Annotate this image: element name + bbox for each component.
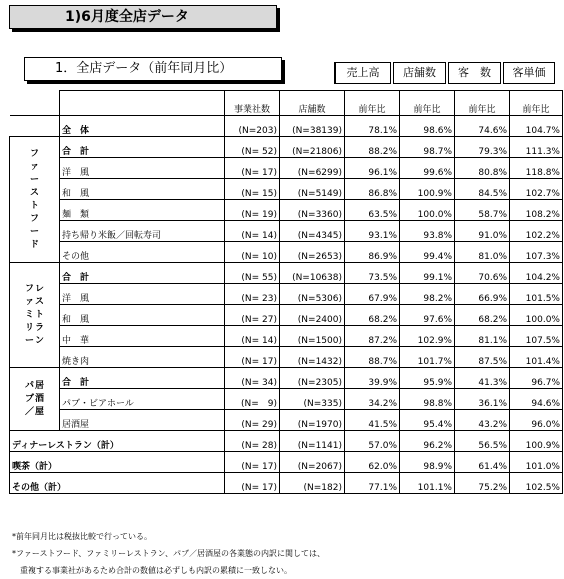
- row-label: 洋 風: [60, 158, 225, 179]
- cell-sales: 62.0%: [345, 452, 400, 473]
- cell-sales: 88.2%: [345, 137, 400, 158]
- row-label: パブ・ビアホール: [60, 389, 225, 410]
- cell-sales: 93.1%: [345, 221, 400, 242]
- table-row: [10, 368, 563, 389]
- cell-unit-price: 100.0%: [510, 305, 563, 326]
- cell-store-count: 95.4%: [400, 410, 455, 431]
- note-3: 重複する事業社があるため合計の数値は必ずしも内訳の累積に一致しない。: [20, 566, 292, 575]
- cell-unit-price: 102.7%: [510, 179, 563, 200]
- row-label: その他: [60, 242, 225, 263]
- cell-store-count: 100.0%: [400, 200, 455, 221]
- cell-customers: 75.2%: [455, 473, 510, 494]
- row-label: 麺 類: [60, 200, 225, 221]
- cell-unit-price: 101.0%: [510, 452, 563, 473]
- table-row: [10, 347, 563, 368]
- cell-companies: (N= 9): [225, 389, 280, 410]
- col-yoy-sales: 前年比: [345, 91, 400, 116]
- cell-sales: 96.1%: [345, 158, 400, 179]
- metric-unit-price: 客単価: [503, 62, 555, 84]
- cell-sales: 73.5%: [345, 263, 400, 284]
- cell-unit-price: 102.5%: [510, 473, 563, 494]
- cell-store-count: 98.6%: [400, 116, 455, 137]
- cell-store-count: 95.9%: [400, 368, 455, 389]
- metric-sales: 売上高: [334, 62, 391, 84]
- cell-sales: 67.9%: [345, 284, 400, 305]
- cell-sales: 39.9%: [345, 368, 400, 389]
- row-label: 合 計: [60, 368, 225, 389]
- table-row: [10, 179, 563, 200]
- cell-customers: 79.3%: [455, 137, 510, 158]
- group-label: レストラン: [34, 283, 44, 346]
- row-label: 中 華: [60, 326, 225, 347]
- cell-companies: (N= 14): [225, 221, 280, 242]
- cell-companies: (N= 27): [225, 305, 280, 326]
- cell-customers: 81.0%: [455, 242, 510, 263]
- row-label: 和 風: [60, 305, 225, 326]
- cell-unit-price: 118.8%: [510, 158, 563, 179]
- row-label: 喫茶（計）: [10, 452, 225, 473]
- cell-store-count: 100.9%: [400, 179, 455, 200]
- cell-unit-price: 104.7%: [510, 116, 563, 137]
- cell-stores: (N=6299): [280, 158, 345, 179]
- cell-customers: 36.1%: [455, 389, 510, 410]
- cell-companies: (N= 52): [225, 137, 280, 158]
- table-row: [10, 431, 563, 452]
- metric-customers: 客 数: [448, 62, 501, 84]
- cell-stores: (N=2067): [280, 452, 345, 473]
- col-yoy-unit-price: 前年比: [510, 91, 563, 116]
- cell-customers: 61.4%: [455, 452, 510, 473]
- cell-stores: (N=1432): [280, 347, 345, 368]
- col-stores: 店舗数: [280, 91, 345, 116]
- cell-stores: (N=2400): [280, 305, 345, 326]
- cell-unit-price: 100.9%: [510, 431, 563, 452]
- cell-sales: 68.2%: [345, 305, 400, 326]
- table-row: [10, 326, 563, 347]
- cell-companies: (N= 19): [225, 200, 280, 221]
- cell-store-count: 98.2%: [400, 284, 455, 305]
- cell-sales: 63.5%: [345, 200, 400, 221]
- cell-store-count: 99.6%: [400, 158, 455, 179]
- header-row: [10, 91, 563, 116]
- cell-unit-price: 96.7%: [510, 368, 563, 389]
- data-table: [9, 90, 563, 494]
- group-label: ファーストフード: [29, 148, 39, 250]
- cell-store-count: 101.7%: [400, 347, 455, 368]
- cell-companies: (N=203): [225, 116, 280, 137]
- cell-sales: 88.7%: [345, 347, 400, 368]
- cell-customers: 41.3%: [455, 368, 510, 389]
- cell-store-count: 99.1%: [400, 263, 455, 284]
- table-row: [10, 452, 563, 473]
- cell-stores: (N=5149): [280, 179, 345, 200]
- table-row: [10, 389, 563, 410]
- section-title: 1．全店データ（前年同月比）: [24, 57, 282, 81]
- cell-customers: 84.5%: [455, 179, 510, 200]
- cell-store-count: 101.1%: [400, 473, 455, 494]
- cell-sales: 77.1%: [345, 473, 400, 494]
- group-family-restaurant: [10, 263, 60, 368]
- cell-stores: (N=182): [280, 473, 345, 494]
- row-label: 和 風: [60, 179, 225, 200]
- cell-stores: (N=5306): [280, 284, 345, 305]
- cell-sales: 41.5%: [345, 410, 400, 431]
- cell-unit-price: 107.5%: [510, 326, 563, 347]
- cell-sales: 86.8%: [345, 179, 400, 200]
- cell-customers: 81.1%: [455, 326, 510, 347]
- cell-stores: (N=1500): [280, 326, 345, 347]
- cell-store-count: 102.9%: [400, 326, 455, 347]
- row-label: 全 体: [60, 116, 225, 137]
- cell-unit-price: 104.2%: [510, 263, 563, 284]
- cell-sales: 57.0%: [345, 431, 400, 452]
- cell-companies: (N= 23): [225, 284, 280, 305]
- cell-companies: (N= 29): [225, 410, 280, 431]
- table-row: [10, 242, 563, 263]
- row-label: 居酒屋: [60, 410, 225, 431]
- cell-store-count: 98.8%: [400, 389, 455, 410]
- row-label: 合 計: [60, 263, 225, 284]
- cell-store-count: 97.6%: [400, 305, 455, 326]
- cell-stores: (N=1141): [280, 431, 345, 452]
- cell-companies: (N= 34): [225, 368, 280, 389]
- row-label: 洋 風: [60, 284, 225, 305]
- cell-companies: (N= 14): [225, 326, 280, 347]
- row-label: 合 計: [60, 137, 225, 158]
- cell-store-count: 96.2%: [400, 431, 455, 452]
- cell-customers: 91.0%: [455, 221, 510, 242]
- cell-customers: 56.5%: [455, 431, 510, 452]
- row-label: その他（計）: [10, 473, 225, 494]
- cell-unit-price: 96.0%: [510, 410, 563, 431]
- cell-companies: (N= 17): [225, 452, 280, 473]
- table-row: [10, 410, 563, 431]
- cell-companies: (N= 55): [225, 263, 280, 284]
- cell-customers: 70.6%: [455, 263, 510, 284]
- table-row: [10, 137, 563, 158]
- row-label: 焼き肉: [60, 347, 225, 368]
- cell-unit-price: 101.4%: [510, 347, 563, 368]
- table-row: [10, 221, 563, 242]
- note-2: *ファーストフード、ファミリーレストラン、パブ／居酒屋の各業態の内訳に関しては、: [12, 549, 326, 558]
- table-row: [10, 305, 563, 326]
- cell-stores: (N=38139): [280, 116, 345, 137]
- cell-stores: (N=1970): [280, 410, 345, 431]
- cell-unit-price: 111.3%: [510, 137, 563, 158]
- table-row: [10, 263, 563, 284]
- cell-companies: (N= 15): [225, 179, 280, 200]
- col-yoy-customers: 前年比: [455, 91, 510, 116]
- group-label: パブ／: [24, 380, 34, 417]
- cell-sales: 78.1%: [345, 116, 400, 137]
- table-row: [10, 473, 563, 494]
- cell-store-count: 93.8%: [400, 221, 455, 242]
- cell-unit-price: 108.2%: [510, 200, 563, 221]
- group-label: 居酒屋: [34, 380, 44, 417]
- cell-customers: 68.2%: [455, 305, 510, 326]
- cell-customers: 74.6%: [455, 116, 510, 137]
- cell-sales: 87.2%: [345, 326, 400, 347]
- cell-stores: (N=335): [280, 389, 345, 410]
- row-label: ディナーレストラン（計）: [10, 431, 225, 452]
- row-label: 持ち帰り米飯／回転寿司: [60, 221, 225, 242]
- cell-unit-price: 102.2%: [510, 221, 563, 242]
- cell-companies: (N= 17): [225, 347, 280, 368]
- cell-unit-price: 107.3%: [510, 242, 563, 263]
- table-row: [10, 116, 563, 137]
- cell-customers: 87.5%: [455, 347, 510, 368]
- cell-stores: (N=21806): [280, 137, 345, 158]
- cell-store-count: 98.9%: [400, 452, 455, 473]
- cell-stores: (N=3360): [280, 200, 345, 221]
- group-pub-izakaya: [10, 368, 60, 431]
- col-companies: 事業社数: [225, 91, 280, 116]
- table-row: [10, 158, 563, 179]
- cell-companies: (N= 17): [225, 473, 280, 494]
- col-yoy-stores: 前年比: [400, 91, 455, 116]
- group-fastfood: [10, 137, 60, 263]
- group-label: ファミリー: [24, 283, 34, 346]
- cell-companies: (N= 17): [225, 158, 280, 179]
- cell-customers: 80.8%: [455, 158, 510, 179]
- cell-sales: 86.9%: [345, 242, 400, 263]
- cell-unit-price: 94.6%: [510, 389, 563, 410]
- table-row: [10, 284, 563, 305]
- cell-stores: (N=2305): [280, 368, 345, 389]
- cell-stores: (N=10638): [280, 263, 345, 284]
- cell-customers: 66.9%: [455, 284, 510, 305]
- cell-sales: 34.2%: [345, 389, 400, 410]
- cell-customers: 58.7%: [455, 200, 510, 221]
- cell-stores: (N=4345): [280, 221, 345, 242]
- cell-companies: (N= 10): [225, 242, 280, 263]
- cell-stores: (N=2653): [280, 242, 345, 263]
- cell-store-count: 99.4%: [400, 242, 455, 263]
- table-row: [10, 200, 563, 221]
- cell-store-count: 98.7%: [400, 137, 455, 158]
- cell-customers: 43.2%: [455, 410, 510, 431]
- cell-unit-price: 101.5%: [510, 284, 563, 305]
- page-title: 1)6月度全店データ: [9, 5, 277, 29]
- cell-companies: (N= 28): [225, 431, 280, 452]
- metric-stores: 店舗数: [393, 62, 446, 84]
- note-1: *前年同月比は税抜比較で行っている。: [12, 532, 152, 541]
